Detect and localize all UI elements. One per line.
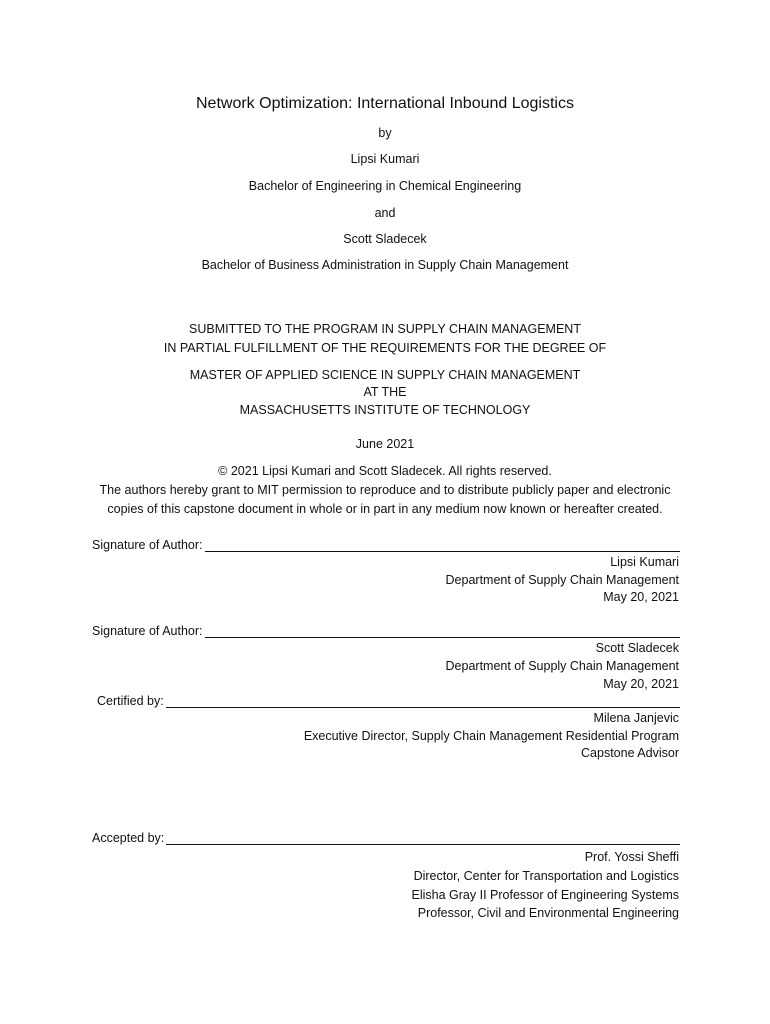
signature-label: Signature of Author: bbox=[92, 624, 203, 638]
accepted-by-line bbox=[92, 831, 680, 845]
advisor-name: Milena Janjevic bbox=[593, 711, 679, 725]
signature-rule bbox=[166, 832, 680, 845]
author-1-name: Lipsi Kumari bbox=[350, 152, 420, 166]
by-text: by bbox=[378, 126, 392, 140]
acceptor-title-2: Elisha Gray II Professor of Engineering Systems bbox=[411, 888, 679, 902]
and-text: and bbox=[374, 206, 396, 220]
signature-rule bbox=[166, 695, 680, 708]
submission-line-4: AT THE bbox=[363, 385, 407, 399]
acceptor-name: Prof. Yossi Sheffi bbox=[584, 850, 679, 864]
advisor-title-2: Capstone Advisor bbox=[581, 746, 679, 760]
signature-line-author-1 bbox=[92, 538, 680, 552]
signature-2-name: Scott Sladecek bbox=[595, 641, 679, 655]
signature-2-date: May 20, 2021 bbox=[603, 677, 679, 691]
signature-rule bbox=[205, 539, 681, 552]
accepted-label: Accepted by: bbox=[92, 831, 165, 845]
signature-line-author-2 bbox=[92, 624, 680, 638]
submission-line-1: SUBMITTED TO THE PROGRAM IN SUPPLY CHAIN MANAGEMENT bbox=[189, 322, 581, 336]
permission-line-2: copies of this capstone document in whole or in part in any medium now known or hereafter created. bbox=[107, 502, 663, 516]
certified-by-line bbox=[97, 694, 680, 708]
signature-label: Signature of Author: bbox=[92, 538, 203, 552]
submission-line-3: MASTER OF APPLIED SCIENCE IN SUPPLY CHAIN MANAGEMENT bbox=[189, 368, 581, 382]
permission-line-1: The authors hereby grant to MIT permission to reproduce and to distribute publicly paper and electronic bbox=[99, 483, 671, 497]
copyright-notice: © 2021 Lipsi Kumari and Scott Sladecek. All rights reserved. bbox=[218, 464, 552, 478]
author-2-degree: Bachelor of Business Administration in Supply Chain Management bbox=[201, 258, 569, 272]
advisor-title-1: Executive Director, Supply Chain Management Residential Program bbox=[303, 729, 679, 743]
signature-2-department: Department of Supply Chain Management bbox=[445, 659, 679, 673]
signature-1-name: Lipsi Kumari bbox=[610, 555, 679, 569]
submission-date: June 2021 bbox=[355, 437, 415, 451]
acceptor-title-3: Professor, Civil and Environmental Engineering bbox=[417, 906, 679, 920]
signature-rule bbox=[205, 625, 681, 638]
certified-label: Certified by: bbox=[97, 694, 164, 708]
submission-line-2: IN PARTIAL FULFILLMENT OF THE REQUIREMENTS FOR THE DEGREE OF bbox=[163, 341, 607, 355]
author-2-name: Scott Sladecek bbox=[343, 232, 427, 246]
submission-line-5: MASSACHUSETTS INSTITUTE OF TECHNOLOGY bbox=[239, 403, 531, 417]
acceptor-title-1: Director, Center for Transportation and Logistics bbox=[413, 869, 679, 883]
document-title: Network Optimization: International Inbound Logistics bbox=[196, 95, 574, 112]
signature-1-date: May 20, 2021 bbox=[603, 590, 679, 604]
author-1-degree: Bachelor of Engineering in Chemical Engineering bbox=[248, 179, 522, 193]
signature-1-department: Department of Supply Chain Management bbox=[445, 573, 679, 587]
